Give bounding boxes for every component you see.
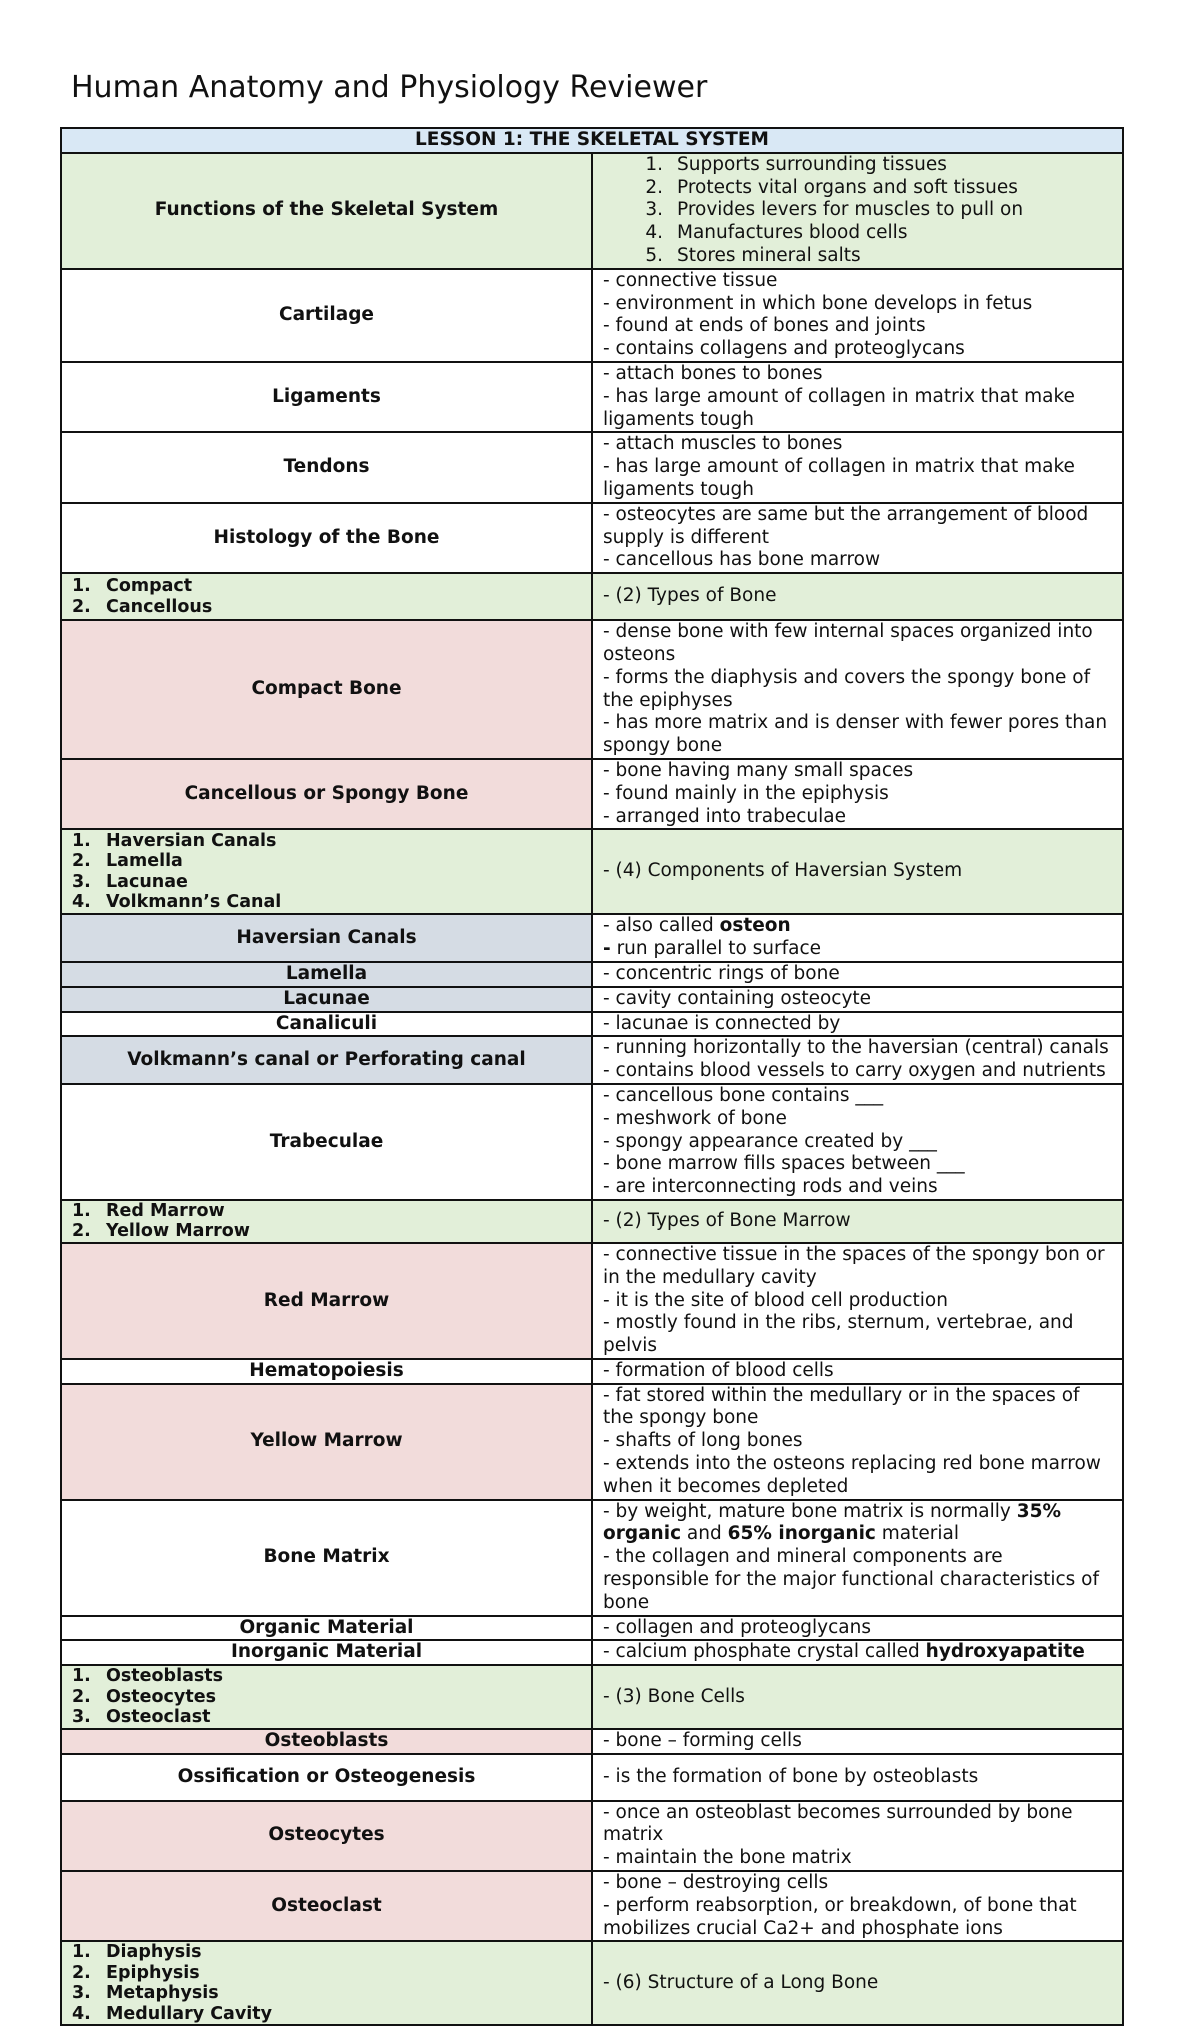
term-functions: Functions of the Skeletal System: [61, 153, 592, 269]
definition-line: - bone marrow fills spaces between ___: [603, 1153, 965, 1175]
term-cartilage: Cartilage: [61, 269, 592, 362]
list-item: Supports surrounding tissues: [677, 153, 947, 175]
table-row: [61, 1359, 1123, 1384]
definition-line: - attach bones to bones: [603, 362, 823, 384]
definition-cartilage: [592, 269, 1123, 362]
list-item: Stores mineral salts: [677, 244, 861, 266]
list-item: Osteoblasts: [106, 1666, 224, 1687]
table-row: [61, 1729, 1123, 1754]
definition-inorganic-material: [592, 1640, 1123, 1665]
definition-text: - calcium phosphate crystal called: [603, 1641, 926, 1663]
table-row: [61, 987, 1123, 1012]
list-item: Osteocytes: [106, 1686, 216, 1707]
definition-text: and: [681, 1523, 728, 1545]
definition-line: - dense bone with few internal spaces organized into osteons: [603, 621, 1093, 665]
definition-bone-types: - (2) Types of Bone: [592, 573, 1123, 620]
table-row: [61, 1084, 1123, 1200]
definition-line: - has large amount of collagen in matrix that make ligaments tough: [603, 385, 1075, 430]
definition-line: - forms the diaphysis and covers the spongy bone of the epiphyses: [603, 666, 1091, 711]
table-row: [61, 269, 1123, 362]
definition-line: - contains collagens and proteoglycans: [603, 338, 965, 360]
list-item: Lacunae: [106, 871, 188, 892]
list-item: Medullary Cavity: [106, 2003, 273, 2024]
definition-cancellous-bone: [592, 759, 1123, 829]
definition-line: - once an osteoblast becomes surrounded by bone matrix: [603, 1801, 1073, 1846]
definition-bold-text: osteon: [719, 915, 791, 937]
term-haversian-canals: Haversian Canals: [61, 914, 592, 962]
table-row: [61, 1871, 1123, 1941]
list-item: Diaphysis: [106, 1942, 202, 1963]
table-row: [61, 829, 1123, 914]
definition-histology: [592, 503, 1123, 573]
definition-volkmann-canal: [592, 1036, 1123, 1084]
definition-line: - environment in which bone develops in fetus: [603, 292, 1033, 314]
list-item: Volkmann’s Canal: [106, 892, 282, 913]
definition-line: - maintain the bone matrix: [603, 1847, 852, 1869]
definition-line: [603, 1501, 1112, 1547]
table-row: [61, 1012, 1123, 1037]
table-row: [61, 1665, 1123, 1729]
definition-osteocytes: [592, 1801, 1123, 1871]
definition-text: material: [875, 1523, 960, 1545]
definition-organic-material: - collagen and proteoglycans: [592, 1616, 1123, 1641]
term-lacunae: Lacunae: [61, 987, 592, 1012]
table-row: [61, 503, 1123, 573]
definition-canaliculi: - lacunae is connected by: [592, 1012, 1123, 1037]
definition-bone-cells: - (3) Bone Cells: [592, 1665, 1123, 1729]
term-ossification: Ossification or Osteogenesis: [61, 1754, 592, 1801]
term-osteocytes: Osteocytes: [61, 1801, 592, 1871]
definition-bold-text: 65% inorganic: [727, 1523, 876, 1545]
definition-red-marrow: [592, 1243, 1123, 1359]
list-item: Cancellous: [106, 596, 213, 617]
definition-line: - bone – destroying cells: [603, 1871, 829, 1893]
term-red-marrow: Red Marrow: [61, 1243, 592, 1359]
definition-line: - osteocytes are same but the arrangement of blood supply is different: [603, 503, 1089, 548]
term-volkmann-canal: Volkmann’s canal or Perforating canal: [61, 1036, 592, 1084]
term-trabeculae: Trabeculae: [61, 1084, 592, 1200]
definition-bone-matrix: [592, 1500, 1123, 1616]
definition-line: - contains blood vessels to carry oxygen and nutrients: [603, 1060, 1106, 1082]
table-row: [61, 1941, 1123, 2025]
definition-functions: 1. Supports surrounding tissues 2. Protects vital organs and soft tissues 3. Provides levers for muscles to pull on 4. Manufactures blood cells 5. Stores mineral salts: [592, 153, 1123, 269]
table-row: [61, 362, 1123, 432]
definition-line: - cancellous has bone marrow: [603, 549, 881, 571]
definition-line: - shafts of long bones: [603, 1430, 803, 1452]
definition-bold-text: hydroxyapatite: [925, 1641, 1085, 1663]
definition-line: - cancellous bone contains ___: [603, 1084, 884, 1106]
term-long-bone-structure: 1. Diaphysis 2. Epiphysis 3. Metaphysis 4. Medullary Cavity: [61, 1941, 592, 2025]
table-row: [61, 573, 1123, 620]
definition-line: - meshwork of bone: [603, 1107, 787, 1129]
term-ligaments: Ligaments: [61, 362, 592, 432]
table-row: [61, 153, 1123, 269]
definition-line: - the collagen and mineral components are responsible for the major functional characteristics of bone: [603, 1546, 1100, 1613]
term-marrow-types: 1. Red Marrow 2. Yellow Marrow: [61, 1200, 592, 1243]
term-hematopoiesis: Hematopoiesis: [61, 1359, 592, 1384]
definition-compact-bone: [592, 620, 1123, 759]
table-row: [61, 1200, 1123, 1243]
list-item: Osteoclast: [106, 1707, 211, 1728]
term-osteoclast: Osteoclast: [61, 1871, 592, 1941]
table-row: [61, 1500, 1123, 1616]
lesson-header-row: [61, 128, 1123, 153]
list-item: Provides levers for muscles to pull on: [677, 199, 1024, 221]
definition-line: - has large amount of collagen in matrix that make ligaments tough: [603, 456, 1075, 500]
table-row: [61, 620, 1123, 759]
list-item: Yellow Marrow: [106, 1221, 250, 1242]
table-row: [61, 1801, 1123, 1871]
definition-line: - spongy appearance created by ___: [603, 1130, 937, 1152]
table-row: [61, 914, 1123, 962]
table-row: [61, 1754, 1123, 1801]
lesson-header: LESSON 1: THE SKELETAL SYSTEM: [61, 128, 1123, 153]
page-title: Human Anatomy and Physiology Reviewer: [71, 70, 708, 105]
term-tendons: Tendons: [61, 432, 592, 502]
term-cancellous-bone: Cancellous or Spongy Bone: [61, 759, 592, 829]
definition-line: - mostly found in the ribs, sternum, vertebrae, and pelvis: [603, 1312, 1074, 1357]
definition-lacunae: - cavity containing osteocyte: [592, 987, 1123, 1012]
term-lamella: Lamella: [61, 962, 592, 987]
term-yellow-marrow: Yellow Marrow: [61, 1384, 592, 1500]
definition-line: - connective tissue in the spaces of the spongy bon or in the medullary cavity: [603, 1243, 1105, 1288]
definition-ligaments: [592, 362, 1123, 432]
list-item: Protects vital organs and soft tissues: [677, 176, 1018, 198]
list-item: Epiphysis: [106, 1962, 200, 1983]
definition-long-bone-structure: - (6) Structure of a Long Bone: [592, 1941, 1123, 2025]
term-compact-bone: Compact Bone: [61, 620, 592, 759]
table-row: [61, 1616, 1123, 1641]
definition-line: - it is the site of blood cell production: [603, 1289, 948, 1311]
definition-line: - found at ends of bones and joints: [603, 315, 926, 337]
term-organic-material: Organic Material: [61, 1616, 592, 1641]
definition-text: run parallel to surface: [610, 938, 822, 960]
definition-line: [603, 938, 1112, 961]
term-histology: Histology of the Bone: [61, 503, 592, 573]
table-row: [61, 759, 1123, 829]
term-bone-cells: 1. Osteoblasts 2. Osteocytes 3. Osteoclast: [61, 1665, 592, 1729]
definition-line: - connective tissue: [603, 269, 778, 291]
definition-bold-text: 35% organic: [603, 1500, 1062, 1545]
definition-line: - are interconnecting rods and veins: [603, 1176, 938, 1198]
definition-haversian-components: - (4) Components of Haversian System: [592, 829, 1123, 914]
definition-lamella: - concentric rings of bone: [592, 962, 1123, 987]
list-item: Metaphysis: [106, 1983, 219, 2004]
definition-osteoblasts: - bone – forming cells: [592, 1729, 1123, 1754]
table-row: [61, 1243, 1123, 1359]
definition-marrow-types: - (2) Types of Bone Marrow: [592, 1200, 1123, 1243]
term-osteoblasts: Osteoblasts: [61, 1729, 592, 1754]
definition-yellow-marrow: [592, 1384, 1123, 1500]
definition-bold-text: -: [603, 938, 611, 960]
table-row: [61, 432, 1123, 502]
definition-tendons: [592, 432, 1123, 502]
table-row: [61, 1384, 1123, 1500]
definition-line: - attach muscles to bones: [603, 433, 843, 455]
term-canaliculi: Canaliculi: [61, 1012, 592, 1037]
term-inorganic-material: Inorganic Material: [61, 1640, 592, 1665]
definition-ossification: - is the formation of bone by osteoblasts: [592, 1754, 1123, 1801]
definition-line: - has more matrix and is denser with fewer pores than spongy bone: [603, 712, 1108, 757]
definition-osteoclast: [592, 1871, 1123, 1941]
definition-line: - arranged into trabeculae: [603, 805, 846, 827]
definition-line: [603, 915, 1112, 938]
reviewer-table: [60, 127, 1124, 2026]
definition-line: - bone having many small spaces: [603, 759, 914, 781]
definition-line: - found mainly in the epiphysis: [603, 782, 889, 804]
term-bone-types: 1. Compact 2. Cancellous: [61, 573, 592, 620]
table-row: [61, 1036, 1123, 1084]
table-row: [61, 962, 1123, 987]
definition-line: - perform reabsorption, or breakdown, of bone that mobilizes crucial Ca2+ and phosphate ions: [603, 1894, 1077, 1939]
list-item: Manufactures blood cells: [677, 222, 908, 244]
definition-line: - extends into the osteons replacing red bone marrow when it becomes depleted: [603, 1453, 1101, 1497]
list-item: Compact: [106, 576, 193, 597]
definition-line: - running horizontally to the haversian (central) canals: [603, 1037, 1109, 1059]
list-item: Haversian Canals: [106, 830, 277, 851]
list-item: Lamella: [106, 851, 183, 872]
term-haversian-components: 1. Haversian Canals 2. Lamella 3. Lacunae 4. Volkmann’s Canal: [61, 829, 592, 914]
term-bone-matrix: Bone Matrix: [61, 1500, 592, 1616]
definition-trabeculae: [592, 1084, 1123, 1200]
definition-hematopoiesis: - formation of blood cells: [592, 1359, 1123, 1384]
definition-line: - fat stored within the medullary or in the spaces of the spongy bone: [603, 1384, 1080, 1429]
definition-haversian-canals: [592, 914, 1123, 962]
list-item: Red Marrow: [106, 1200, 225, 1221]
table-row: [61, 1640, 1123, 1665]
definition-text: - by weight, mature bone matrix is normally: [603, 1500, 1017, 1522]
definition-text: - also called: [603, 915, 720, 937]
